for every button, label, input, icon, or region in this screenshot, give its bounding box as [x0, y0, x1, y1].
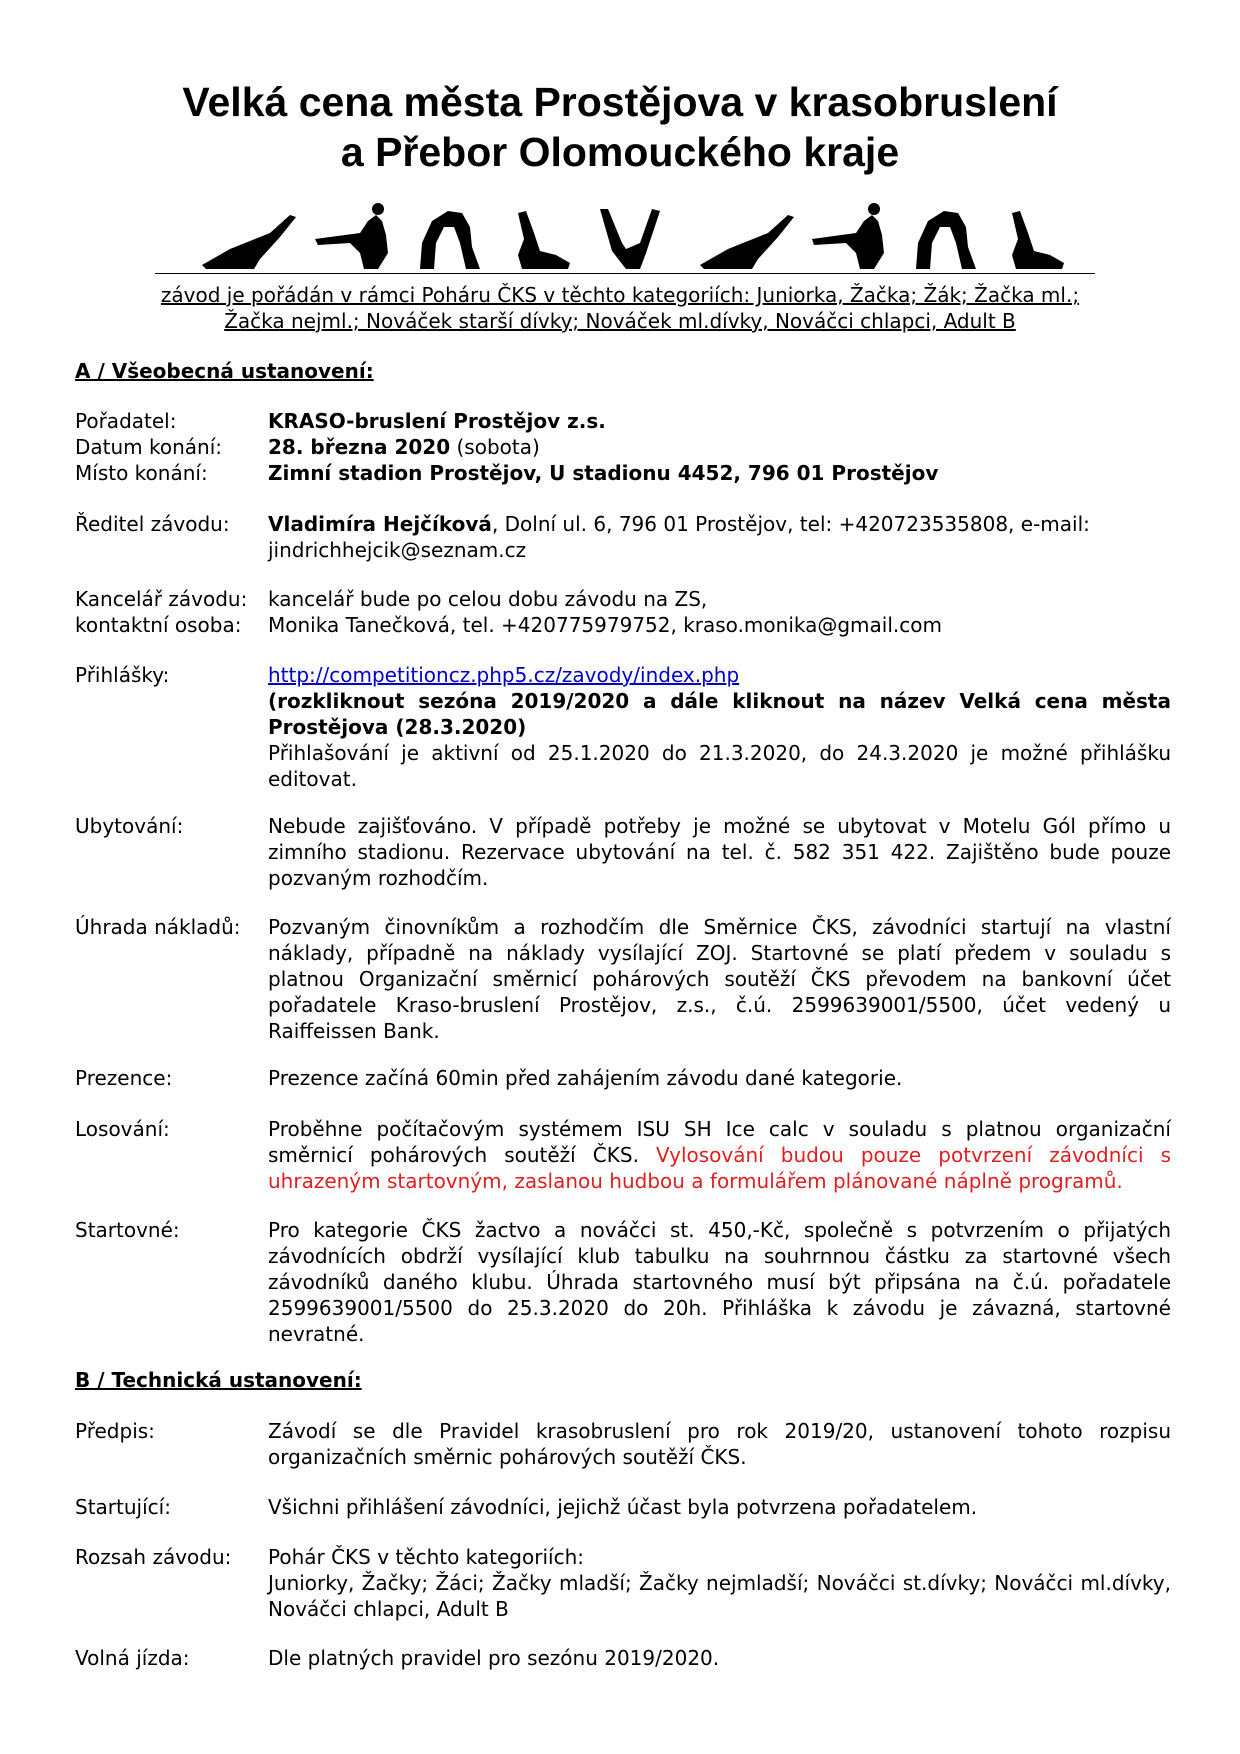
skater-silhouettes-illustration [200, 203, 1100, 271]
ubytovani-label: Ubytování: [75, 814, 184, 838]
startujici-value: Všichni přihlášení závodníci, jejichž účast byla potvrzena pořadatelem. [268, 1495, 978, 1519]
misto-address: Zimní stadion Prostějov, U stadionu 4452, 796 01 Prostějov [268, 461, 939, 485]
prihlasky-label: Přihlášky: [75, 663, 170, 687]
startovne-label: Startovné: [75, 1218, 180, 1242]
reditel-email: jindrichhejcik@seznam.cz [268, 538, 527, 562]
datum-label: Datum konání: [75, 435, 223, 459]
kancelar-label: Kancelář závodu: [75, 587, 248, 611]
losovani-warning: Vylosování budou pouze potvrzení závodníci s uhrazeným startovným, zaslanou hudbou a formulářem plánované náplně programů. [268, 1143, 1171, 1193]
document-title-line2: a Přebor Olomouckého kraje [340, 129, 900, 175]
ubytovani-value: Nebude zajišťováno. V případě potřeby je možné se ubytovat v Motelu Gól přímo u zimního stadionu. Rezervace ubytování na tel. č. 582 351 422. Zajištěno bude pouze pozvaným rozhodčím. [268, 814, 1171, 890]
misto-label: Místo konání: [75, 461, 208, 485]
registration-note: Přihlašování je aktivní od 25.1.2020 do 21.3.2020, do 24.3.2020 je možné přihlášku editovat. [268, 741, 1171, 791]
startovne-value: Pro kategorie ČKS žactvo a nováčci st. 450,-Kč, společně s potvrzením o přijatých závodnících obdrží vysílající klub tabulku na souhrnnou částku za startovné všech závodníků daného klubu. Úhrada startovného musí být připsána na č.ú. pořadatele 2599639001/5500 do 25.3.2020 do 20h. Přihláška k závodu je závazná, startovné nevratné. [268, 1218, 1171, 1346]
prezence-label: Prezence: [75, 1066, 173, 1090]
rozsah-categories: Juniorky, Žačky; Žáci; Žačky mladší; Žačky nejmladší; Nováčci st.dívky; Nováčci ml.dívky, Nováčci chlapci, Adult B [268, 1571, 1171, 1621]
header-divider [155, 273, 1095, 274]
predpis-value: Závodí se dle Pravidel krasobruslení pro rok 2019/20, ustanovení tohoto rozpisu organizačních směrnic pohárových soutěží ČKS. [268, 1419, 1171, 1469]
predpis-label: Předpis: [75, 1419, 155, 1443]
section-b-heading: B / Technická ustanovení: [75, 1368, 362, 1392]
registration-instruction: (rozkliknout sezóna 2019/2020 a dále kliknout na název Velká cena města Prostějova (28.3.2020) [268, 689, 1171, 739]
reditel-details: , Dolní ul. 6, 796 01 Prostějov, tel: +420723535808, e-mail: [491, 512, 1090, 536]
rozsah-value [268, 1544, 1171, 1622]
registration-link[interactable]: http://competitioncz.php5.cz/zavody/index.php [268, 663, 740, 687]
poradatel-name: KRASO-bruslení Prostějov z.s. [268, 409, 606, 433]
prezence-value: Prezence začíná 60min před zahájením závodu dané kategorie. [268, 1066, 903, 1090]
categories-subtitle-line2: Žačka nejml.; Nováček starší dívky; Nováček ml.dívky, Nováčci chlapci, Adult B [224, 309, 1016, 333]
datum-value [268, 434, 1171, 460]
kontakt-label: kontaktní osoba: [75, 613, 242, 637]
prihlasky-value [268, 662, 1171, 792]
misto-value [268, 460, 1171, 486]
rozsah-intro: Pohár ČKS v těchto kategoriích: [268, 1545, 584, 1569]
losovani-text: Proběhne počítačovým systémem ISU SH Ice calc v souladu s platnou organizační směrnicí pohárových soutěží ČKS. [268, 1117, 1171, 1167]
categories-subtitle-line1: závod je pořádán v rámci Poháru ČKS v těchto kategoriích: Juniorka, Žačka; Žák; Žačka ml.; [160, 283, 1080, 307]
uhrada-label: Úhrada nákladů: [75, 915, 241, 939]
uhrada-value: Pozvaným činovníkům a rozhodčím dle Směrnice ČKS, závodníci startují na vlastní náklady, případně na náklady vysílající ZOJ. Startovné se platí předem v souladu s platnou Organizační směrnicí pohárových soutěží ČKS převodem na bankovní účet pořadatele Kraso-bruslení Prostějov, z.s., č.ú. 2599639001/5500, účet vedený u Raiffeissen Bank. [268, 915, 1171, 1043]
reditel-label: Ředitel závodu: [75, 512, 230, 536]
volna-value: Dle platných pravidel pro sezónu 2019/2020. [268, 1646, 720, 1670]
document-title-line1: Velká cena města Prostějova v krasobruslení [182, 79, 1058, 125]
poradatel-value [268, 408, 1171, 434]
startujici-label: Startující: [75, 1495, 171, 1519]
losovani-label: Losování: [75, 1117, 170, 1141]
reditel-value [268, 511, 1171, 563]
volna-label: Volná jízda: [75, 1646, 190, 1670]
section-a-heading: A / Všeobecná ustanovení: [75, 359, 374, 383]
kancelar-value: kancelář bude po celou dobu závodu na ZS, [268, 587, 708, 611]
rozsah-label: Rozsah závodu: [75, 1545, 232, 1569]
kontakt-value: Monika Tanečková, tel. +420775979752, kraso.monika@gmail.com [268, 613, 942, 637]
datum-weekday: (sobota) [456, 435, 540, 459]
datum-date: 28. března 2020 [268, 435, 451, 459]
reditel-name: Vladimíra Hejčíková [268, 512, 492, 536]
poradatel-label: Pořadatel: [75, 409, 177, 433]
losovani-value [268, 1116, 1171, 1194]
